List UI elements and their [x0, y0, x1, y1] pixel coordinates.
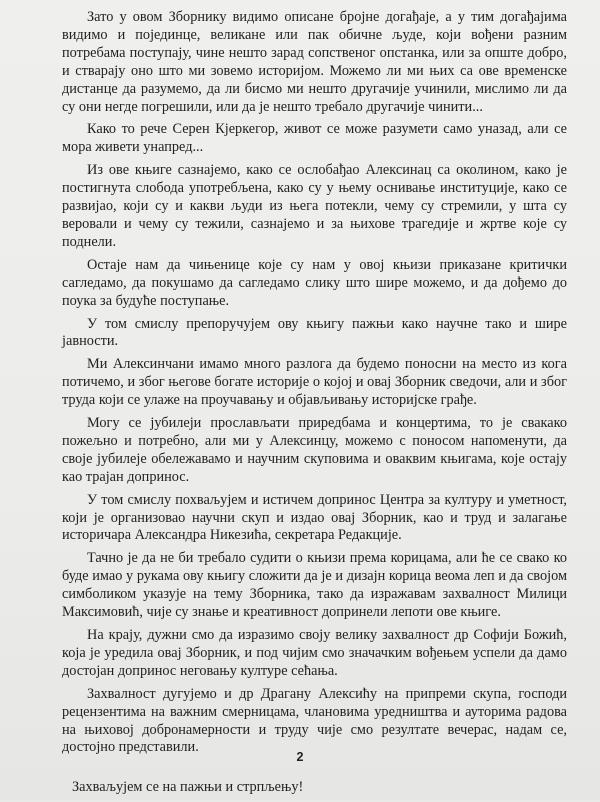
paragraph: Захвалност дугујемо и др Драгану Алексићу на припреми скупа, господи рецензентима на важним смерницама, члановима уредништва и ауторима радова на њиховој добронамерности и труду чије смо резултате вечерас, надам се, достојно представили.: [62, 685, 567, 756]
paragraph: Ми Алексинчани имамо много разлога да будемо поносни на место из кога потичемо, и због његове богате историје о којој и овај Зборник сведочи, али и због труда који се улаже на проучавању и објављивању историјске грађе.: [62, 356, 567, 409]
document-body: [62, 9, 567, 802]
page-number: 2: [296, 750, 304, 764]
paragraph: Зато у овом Зборнику видимо описане бројне догађаје, а у тим догађајима видимо и појединце, великане или пак обичне људе, који вођени разним потребама поступају, чине нешто зарад сопственог опстанка, или за опште добро, и стварају оно што ми зовемо историјом. Можемо ли ми њих са ове временске дистанце да разумемо, да ли бисмо ми нешто другачије учинили, мислимо ли да су они негде погрешили, или да је нешто требало другачије чинити...: [62, 9, 567, 115]
paragraph: Остаје нам да чињенице које су нам у овој књизи приказане критички сагледамо, да покушамо да сагледамо слику што шире можемо, и да дођемо до поука за будуће поступање.: [62, 256, 567, 309]
paragraph: Могу се јубилеји прослављати приредбама и концертима, то је свакако пожељно и потребно, али ми у Алексинцу, можемо с поносом напоменути, да своје јубилеје обележавамо и научним скуповима и оваквим књигама, које остају као трајан допринос.: [62, 415, 567, 485]
paragraph: У том смислу препоручујем ову књигу пажњи како научне тако и шире јавности.: [62, 315, 567, 350]
paragraph: У том смислу похваљујем и истичем допринос Центра за културу и уметност, који је организовао научни скуп и издао овај Зборник, као и труд и залагање историчара Александра Никезића, секретара Редакције.: [62, 491, 567, 544]
paragraph: На крају, дужни смо да изразимо своју велику захвалност др Софији Божић, која је уредила овај Зборник, и под чијим смо значачким вођењем успели да дамо достојан допринос неговању културе сећања.: [62, 627, 567, 679]
paragraph: Како то рече Серен Кјеркегор, живот се може разумети само уназад, али се мора живети унапред...: [62, 121, 567, 156]
closing-line: Захваљујем се на пажњи и стрпљењу!: [72, 779, 304, 796]
paragraph: Тачно је да не би требало судити о књизи према корицама, али ће се свако ко буде имао у рукама ову књигу сложити да је и дизајн корица веома леп и да својом симболиком указује на тему Зборника, тако да изражавам захвалност Милици Максимовић, чије су знање и креативност допринели лепоти ове књиге.: [62, 550, 567, 621]
paragraph: Из ове књиге сазнајемо, како се ослобађао Алексинац са околином, како је постигнута слобода употребљена, како су у њему оснивање институције, како се развијао, који су и какви људи из њега потекли, чему су стремили, у шта су веровали и чему су тежили, сазнајемо и за њихове трагедије и жртве које су поднели.: [62, 162, 567, 250]
